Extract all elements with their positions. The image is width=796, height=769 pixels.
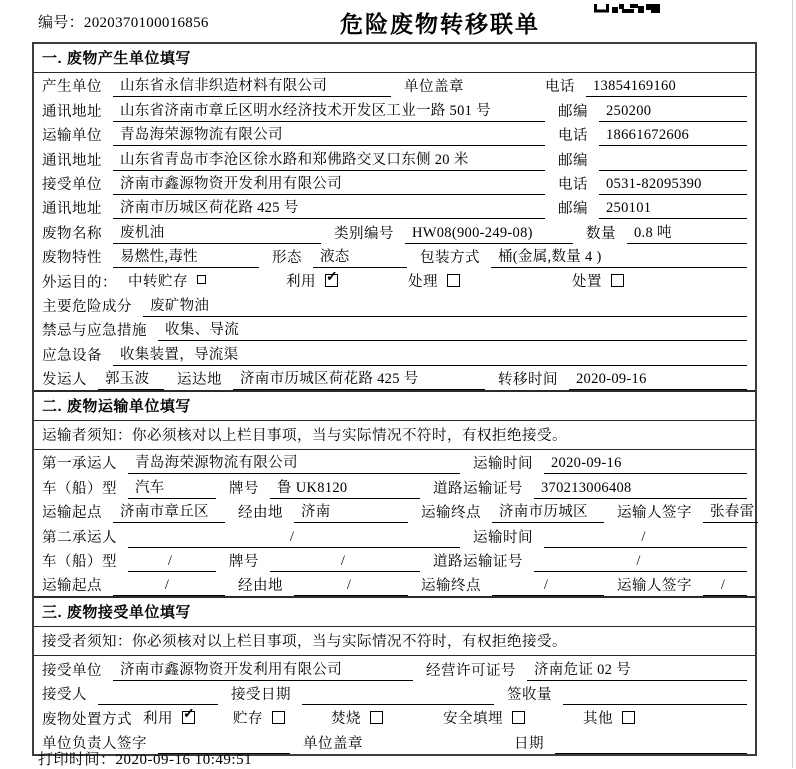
form-section-2 (34, 390, 755, 596)
field-label: 邮编 (558, 201, 588, 218)
checkbox-label: 中转贮存 (128, 273, 188, 290)
checkbox-label: 安全填埋 (443, 710, 503, 727)
field-label: 运输起点 (42, 578, 102, 595)
field-value: 250101 (599, 200, 747, 219)
serial-value: 2020370100016856 (83, 15, 209, 31)
checkbox-group (583, 707, 635, 730)
field-label: 签收量 (507, 687, 552, 704)
form-section-3 (34, 596, 755, 754)
form-row (34, 681, 755, 705)
checkbox-label: 利用 (143, 710, 173, 727)
field-value: 液态 (313, 245, 407, 268)
print-time-label: 打印时间： (38, 752, 116, 768)
field-value: / (294, 577, 408, 596)
section-title: 一. 废物产生单位填写 (34, 44, 755, 73)
field-label: 废物名称 (42, 225, 102, 242)
field-value: / (703, 577, 747, 596)
checkbox-unchecked-icon (622, 711, 635, 724)
field-value: / (534, 553, 747, 572)
field-label: 第二承运人 (42, 529, 117, 546)
form-row (34, 97, 755, 121)
field-label: 接受单位 (42, 662, 102, 679)
checkbox-checked-icon (325, 274, 338, 287)
field-value: 0531-82095390 (599, 176, 747, 195)
static-text: 单位盖章 (303, 735, 363, 752)
field-label: 运输单位 (42, 128, 102, 145)
field-label: 电话 (558, 128, 588, 145)
field-value: 济南 (294, 500, 408, 523)
page-title: 危险废物转移联单 (340, 11, 540, 37)
form-section-1 (34, 44, 755, 390)
checkbox-label: 其他 (583, 710, 613, 727)
checkbox-group (572, 270, 624, 293)
form-row (34, 450, 755, 474)
field-value: 250200 (599, 103, 747, 122)
field-label: 道路运输证号 (433, 480, 523, 497)
manifest-form-table (32, 42, 757, 756)
field-label: 运输终点 (421, 505, 481, 522)
checkbox-group (128, 270, 286, 293)
field-label: 类别编号 (334, 225, 394, 242)
form-row (34, 244, 755, 268)
checkbox-label: 处置 (572, 273, 602, 290)
checkbox-group (143, 707, 233, 730)
checkbox-checked-icon (182, 711, 195, 724)
field-value: 收集装置，导流渠 (113, 343, 747, 366)
field-value: 济南市历城区 (492, 500, 604, 523)
field-label: 运输时间 (473, 456, 533, 473)
field-value: 青岛海荣源物流有限公司 (128, 451, 460, 474)
section-title: 二. 废物运输单位填写 (34, 390, 755, 421)
form-row (34, 146, 755, 170)
field-label: 接受人 (42, 687, 87, 704)
field-label: 邮编 (558, 152, 588, 169)
form-row (34, 572, 755, 596)
field-label: 第一承运人 (42, 456, 117, 473)
field-label: 通讯地址 (42, 152, 102, 169)
field-value: / (128, 553, 216, 572)
field-value: 郭玉波 (98, 367, 164, 390)
checkbox-label: 焚烧 (331, 710, 361, 727)
field-value: / (492, 577, 604, 596)
field-label: 车（船）型 (42, 554, 117, 571)
field-value: 废机油 (113, 221, 321, 244)
section-notice: 接受者须知：你必须核对以上栏目事项，当与实际情况不符时，有权拒绝接受。 (34, 627, 755, 656)
form-row (34, 523, 755, 547)
field-label: 形态 (272, 250, 302, 267)
field-value: 济南危证 02 号 (527, 658, 747, 681)
field-label: 经营许可证号 (426, 662, 516, 679)
field-label: 禁忌与应急措施 (42, 323, 147, 340)
field-value: / (270, 553, 420, 572)
field-value (555, 752, 747, 754)
field-value: 易燃性,毒性 (113, 245, 259, 268)
field-label: 运输时间 (473, 529, 533, 546)
field-label: 单位负责人签字 (42, 735, 147, 752)
print-time (38, 748, 252, 769)
field-label: 道路运输证号 (433, 554, 523, 571)
checkbox-group (331, 707, 443, 730)
field-label: 车（船）型 (42, 480, 117, 497)
checkbox-unchecked-icon (447, 274, 460, 287)
field-label: 外运目的： (42, 274, 117, 291)
section-notice: 运输者须知：你必须核对以上栏目事项，当与实际情况不符时，有权拒绝接受。 (34, 421, 755, 450)
field-value: 济南市鑫源物资开发利用有限公司 (113, 172, 545, 195)
field-label: 日期 (514, 735, 544, 752)
field-label: 应急设备 (42, 347, 102, 364)
field-value: 鲁 UK8120 (270, 476, 420, 499)
field-value (98, 703, 218, 705)
field-label: 废物处置方式 (42, 711, 132, 728)
checkbox-label: 处理 (408, 273, 438, 290)
field-label: 废物特性 (42, 250, 102, 267)
field-label: 运输人签字 (617, 505, 692, 522)
form-row (34, 293, 755, 317)
field-value: 370213006408 (534, 480, 747, 499)
field-label: 电话 (558, 176, 588, 193)
form-row (34, 366, 755, 390)
field-value: 汽车 (128, 476, 216, 499)
field-value: / (128, 529, 460, 548)
field-value: 收集、导流 (158, 318, 747, 341)
field-label: 主要危险成分 (42, 298, 132, 315)
field-value (302, 703, 494, 705)
form-row (34, 548, 755, 572)
checkbox-label: 利用 (286, 273, 316, 290)
field-label: 通讯地址 (42, 103, 102, 120)
form-row (34, 195, 755, 219)
checkbox-label: 贮存 (233, 710, 263, 727)
field-value: 济南市历城区荷花路 425 号 (113, 196, 545, 219)
field-value: 张春雷 (703, 500, 758, 523)
field-value: 济南市章丘区 (113, 500, 225, 523)
document-header (0, 0, 796, 42)
field-label: 数量 (586, 225, 616, 242)
field-label: 电话 (545, 79, 575, 96)
form-row (34, 171, 755, 195)
field-value: 2020-09-16 (544, 455, 747, 474)
form-row (34, 73, 755, 97)
field-label: 接受单位 (42, 176, 102, 193)
page-edge-line (792, 0, 793, 768)
field-value (563, 703, 747, 705)
checkbox-unchecked-icon (272, 711, 285, 724)
field-label: 产生单位 (42, 79, 102, 96)
checkbox-unchecked-icon (512, 711, 525, 724)
field-value: 济南市鑫源物资开发利用有限公司 (113, 658, 413, 681)
form-row (34, 474, 755, 498)
checkbox-group (233, 707, 331, 730)
field-label: 运输起点 (42, 505, 102, 522)
checkbox-group (408, 270, 572, 293)
field-label: 牌号 (229, 554, 259, 571)
form-row (34, 268, 755, 292)
field-label: 包装方式 (420, 250, 480, 267)
checkbox-unchecked-icon (197, 275, 206, 284)
field-value: 青岛海荣源物流有限公司 (113, 123, 545, 146)
checkbox-unchecked-icon (370, 711, 383, 724)
form-row (34, 122, 755, 146)
section-title: 三. 废物接受单位填写 (34, 596, 755, 627)
field-label: 邮编 (558, 103, 588, 120)
field-label: 牌号 (229, 480, 259, 497)
field-value (599, 169, 747, 171)
field-label: 转移时间 (498, 372, 558, 389)
field-label: 运输人签字 (617, 578, 692, 595)
field-value: / (544, 529, 747, 548)
serial-number (38, 11, 209, 32)
field-value: 18661672606 (599, 127, 747, 146)
form-row (34, 656, 755, 680)
print-time-value: 2020-09-16 10:49:51 (115, 752, 253, 768)
form-row (34, 341, 755, 365)
field-label: 发运人 (42, 372, 87, 389)
field-value: 0.8 吨 (627, 221, 747, 244)
form-row (34, 705, 755, 729)
field-value: HW08(900-249-08) (405, 225, 573, 244)
field-value: 废矿物油 (143, 294, 747, 317)
field-label: 经由地 (238, 505, 283, 522)
form-row (34, 317, 755, 341)
field-value: 济南市历城区荷花路 425 号 (233, 367, 485, 390)
field-label: 运输终点 (421, 578, 481, 595)
checkbox-group (443, 707, 583, 730)
field-value: 山东省永信非织造材料有限公司 (113, 74, 391, 97)
field-label: 运达地 (177, 372, 222, 389)
field-value: 山东省济南市章丘区明水经济技术开发区工业一路 501 号 (113, 99, 545, 122)
field-label: 接受日期 (231, 687, 291, 704)
field-value: / (113, 577, 225, 596)
serial-label: 编号： (38, 15, 84, 31)
checkbox-group (286, 270, 408, 293)
field-value: 山东省青岛市李沧区徐水路和郑佛路交叉口东侧 20 米 (113, 148, 545, 171)
field-label: 通讯地址 (42, 201, 102, 218)
field-value: 桶(金属,数量 4 ) (491, 245, 747, 268)
form-row (34, 499, 755, 523)
checkbox-unchecked-icon (611, 274, 624, 287)
field-value: 2020-09-16 (569, 371, 747, 390)
field-value: 13854169160 (586, 78, 747, 97)
field-label: 经由地 (238, 578, 283, 595)
static-text: 单位盖章 (404, 79, 464, 96)
form-row (34, 219, 755, 243)
